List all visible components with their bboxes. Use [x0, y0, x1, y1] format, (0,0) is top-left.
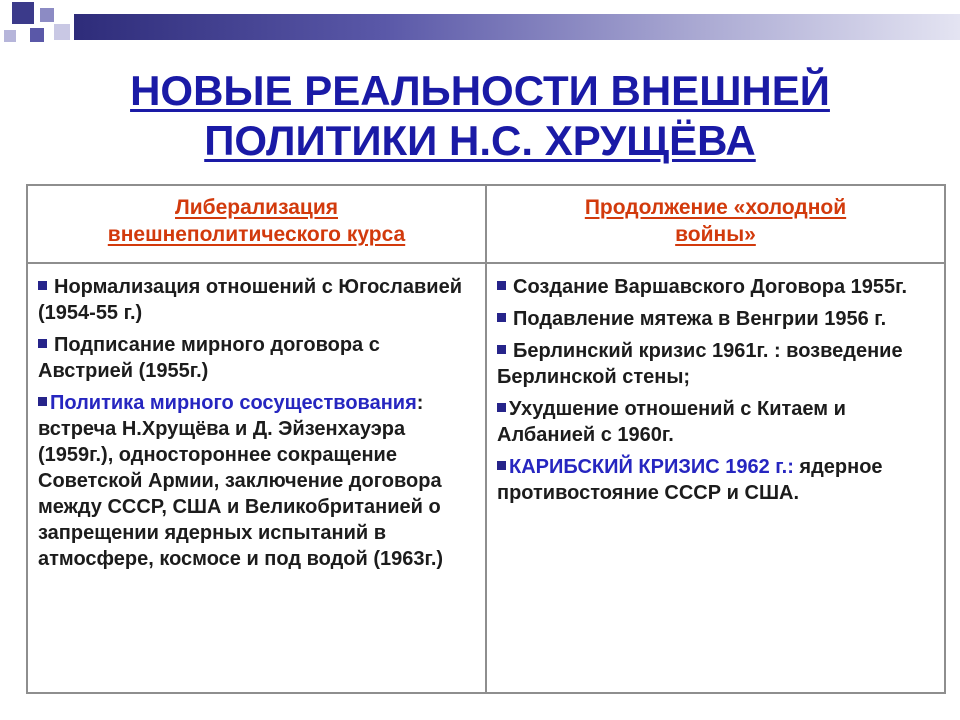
left-header-line-2: внешнеполитического курса — [107, 223, 406, 246]
list-item — [38, 390, 473, 572]
decor-square — [30, 28, 44, 42]
item-text: Нормализация отношений с Югославией (1954-55 г.) — [38, 276, 462, 324]
item-highlight: Политика мирного сосуществования — [50, 392, 417, 414]
left-content-cell — [27, 263, 486, 693]
item-text: ядерное противостояние СССР и США. — [497, 456, 883, 504]
item-text: Берлинский кризис 1961г. : возведение Берлинской стены; — [497, 340, 903, 388]
right-header-line-1: Продолжение «холодной — [584, 196, 847, 219]
decorative-banner — [0, 0, 960, 52]
square-bullet-icon — [497, 461, 506, 470]
left-header-cell — [27, 185, 486, 263]
square-bullet-icon — [38, 281, 47, 290]
item-text: Создание Варшавского Договора 1955г. — [513, 276, 908, 298]
list-item — [497, 338, 932, 390]
gradient-bar — [74, 14, 960, 40]
decor-square — [54, 24, 70, 40]
list-item — [497, 454, 932, 506]
right-column-header — [487, 186, 944, 248]
square-bullet-icon — [38, 339, 47, 348]
right-header-cell — [486, 185, 945, 263]
square-bullet-icon — [38, 397, 47, 406]
left-header-line-1: Либерализация — [175, 196, 338, 219]
list-item — [497, 274, 932, 300]
left-list — [28, 264, 485, 572]
title-line-1: НОВЫЕ РЕАЛЬНОСТИ ВНЕШНЕЙ — [130, 67, 830, 114]
item-highlight: КАРИБСКИЙ КРИЗИС 1962 г.: — [509, 456, 794, 478]
item-text: Подавление мятежа в Венгрии 1956 г. — [513, 308, 887, 330]
right-header-line-2: войны» — [675, 223, 756, 246]
page-title — [0, 66, 960, 166]
decor-square — [12, 2, 34, 24]
square-bullet-icon — [497, 403, 506, 412]
list-item — [38, 332, 473, 384]
square-bullet-icon — [497, 281, 506, 290]
list-item — [497, 306, 932, 332]
right-list — [487, 264, 944, 506]
item-text: Подписание мирного договора с Австрией (1955г.) — [38, 334, 380, 382]
left-column-header — [28, 186, 485, 248]
decor-square — [4, 30, 16, 42]
item-text: Ухудшение отношений с Китаем и Албанией с 1960г. — [497, 398, 846, 446]
title-line-2: ПОЛИТИКИ Н.С. ХРУЩЁВА — [204, 117, 756, 164]
right-content-cell — [486, 263, 945, 693]
list-item — [38, 274, 473, 326]
comparison-table — [26, 184, 946, 694]
square-bullet-icon — [497, 345, 506, 354]
list-item — [497, 396, 932, 448]
square-bullet-icon — [497, 313, 506, 322]
decor-square — [40, 8, 54, 22]
item-text: : встреча Н.Хрущёва и Д. Эйзенхауэра (1959г.), одностороннее сокращение Советской Армии, заключение договора между СССР, США и Великобританией о запрещении ядерных испытаний в атмосфере, космосе и под водой (1963г.) — [38, 392, 444, 570]
